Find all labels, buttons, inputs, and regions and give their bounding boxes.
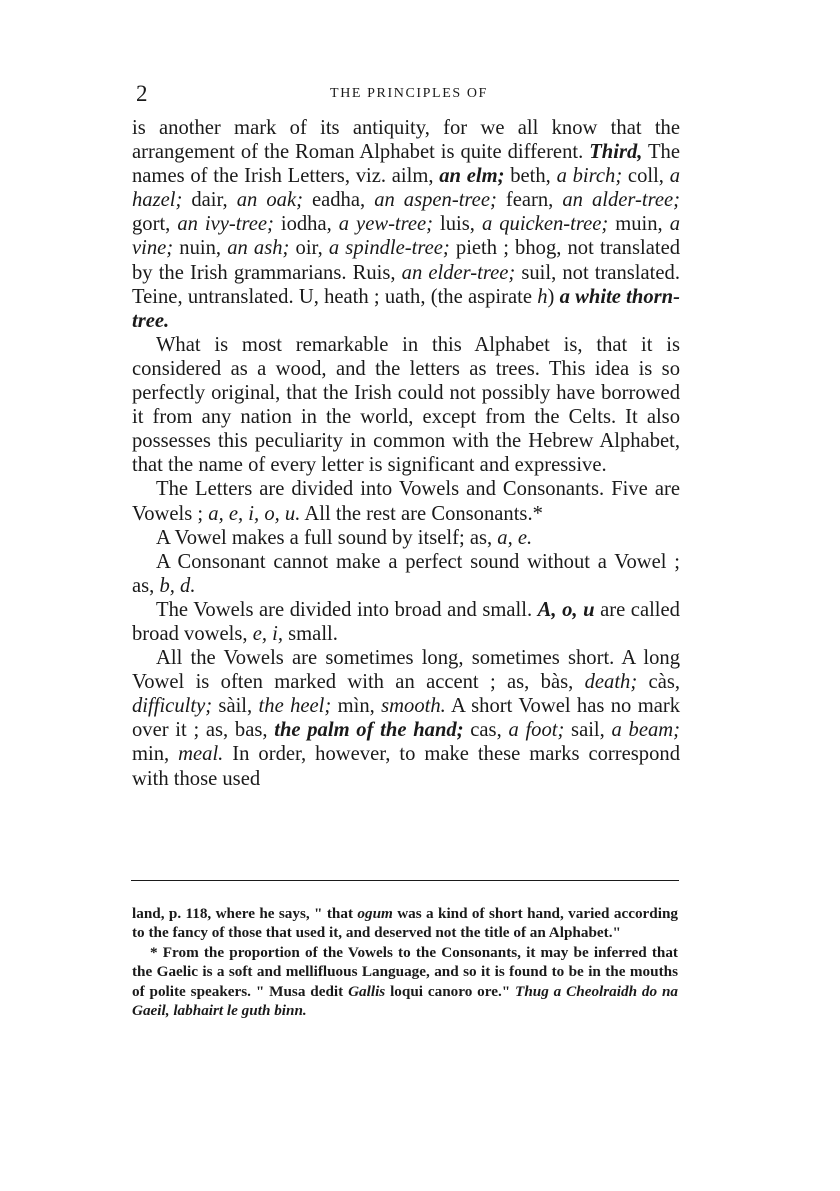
- footnote-divider: [131, 880, 679, 881]
- paragraph-letter-names: is another mark of its antiquity, for we all know that the arrangement of the Roman Alphabet is quite different. Third, The names of the Irish Letters, viz. ailm, an elm; beth, a birch; coll, a hazel; dair, an oak; eadha, an aspen-tree; fearn, an alder-tree; gort, an ivy-tree; iodha, a yew-tree; luis, a quicken-tree; muin, a vine; nuin, an ash; oir, a spindle-tree; pieth ; bhog, not translated by the Irish grammarians. Ruis, an elder-tree; suil, not translated. Teine, untranslated. U, heath ; uath, (the aspirate h) a white thorn-tree.: [132, 117, 681, 332]
- paragraph-consonant-definition: A Consonant cannot make a perfect sound without a Vowel ; as, b, d.: [132, 550, 680, 597]
- paragraph-broad-small: The Vowels are divided into broad and small. A, o, u are called broad vowels, e, i, small.: [132, 598, 680, 645]
- main-text: [132, 116, 680, 791]
- footnote-continued: land, p. 118, where he says, " that ogum was a kind of short hand, varied according to the fancy of those that used it, and deserved not the title of an Alphabet.": [132, 905, 678, 942]
- page-header: [136, 80, 682, 108]
- footnotes: [132, 904, 678, 1020]
- paragraph-vowels-consonants: The Letters are divided into Vowels and Consonants. Five are Vowels ; a, e, i, o, u. All the rest are Consonants.*: [132, 478, 680, 525]
- paragraph-long-short: All the Vowels are sometimes long, sometimes short. A long Vowel is often marked with an accent ; as, bàs, death; càs, difficulty; sàil, the heel; mìn, smooth. A short Vowel has no mark over it ; as, bas, the palm of the hand; cas, a foot; sail, a beam; min, meal. In order, however, to make these marks correspond with those used: [132, 647, 681, 790]
- paragraph-vowel-definition: A Vowel makes a full sound by itself; as, a, e.: [156, 526, 533, 549]
- paragraph-wood-and-trees: What is most remarkable in this Alphabet is, that it is considered as a wood, and the letters as trees. This idea is so perfectly original, that the Irish could not possibly have borrowed it from any nation in the world, except from the Celts. It also possesses this peculiarity in common with the Hebrew Alphabet, that the name of every letter is significant and expressive.: [132, 333, 680, 477]
- running-title: THE PRINCIPLES OF: [330, 86, 488, 101]
- footnote-vowel-proportion: * From the proportion of the Vowels to the Consonants, it may be inferred that the Gaelic is a soft and mellifluous Language, and so it is found to be in the mouths of polite speakers. " Musa dedit Gallis loqui canoro ore." Thug a Cheolraidh do na Gaeil, labhairt le guth binn.: [132, 943, 678, 1020]
- page-number: 2: [136, 81, 148, 106]
